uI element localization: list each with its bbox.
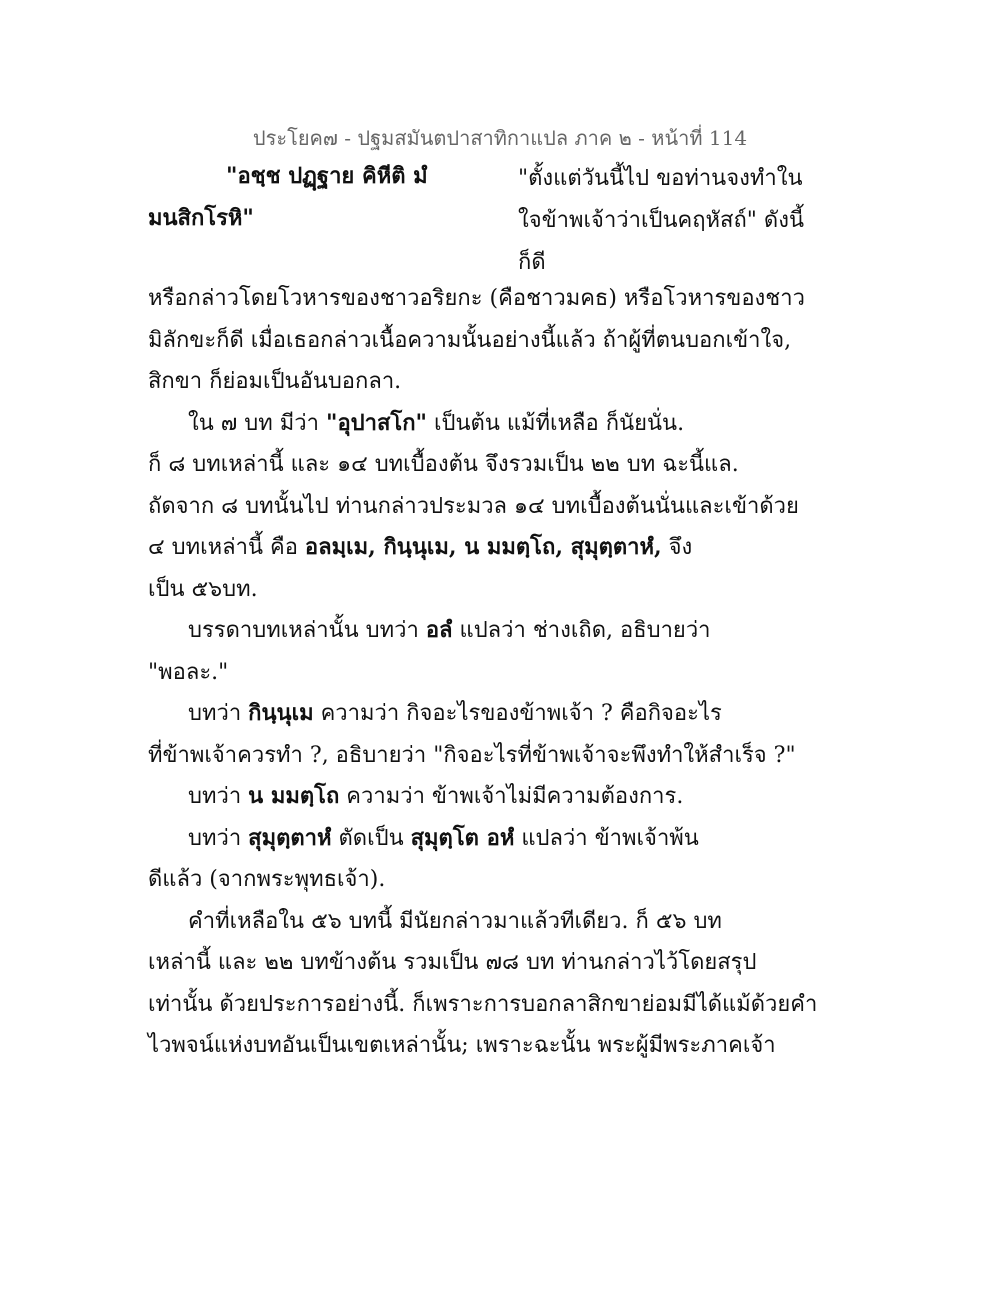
translation-line-2: ใจข้าพเจ้าว่าเป็นคฤหัสถ์" ดังนี้ — [518, 208, 804, 233]
body-line: เป็น ๕๖บท. — [148, 576, 258, 602]
body-line — [148, 527, 768, 569]
pali-quote-line-1: "อชฺช ปฏฺฐาย คิหีติ มํ — [226, 163, 428, 189]
body-line: ก็ ๘ บทเหล่านี้ และ ๑๔ บทเบื้องต้น จึงรวมเป็น ๒๒ บท ฉะนี้แล. — [148, 452, 739, 477]
body-line — [148, 693, 768, 735]
body-line: ดีแล้ว (จากพระพุทธเจ้า). — [148, 867, 386, 892]
text-span: บรรดาบทเหล่านั้น บทว่า — [188, 618, 426, 643]
text-span: บทว่า — [188, 701, 249, 726]
text-span: เป็นต้น แม้ที่เหลือ ก็นัยนั่น. — [427, 410, 685, 436]
body-line: หรือกล่าวโดยโวหารของชาวอริยกะ (คือชาวมคธ) หรือโวหารของชาว — [148, 286, 805, 311]
body-line — [148, 818, 768, 860]
quote-translation — [518, 158, 804, 284]
pali-term: สุมุตฺโต อหํ — [410, 824, 515, 851]
translation-line-3: ก็ดี — [518, 250, 546, 275]
body-line: "พอละ." — [148, 659, 229, 685]
body-line: ที่ข้าพเจ้าควรทำ ?, อธิบายว่า "กิจอะไรที่ข้าพเจ้าจะพึงทำให้สำเร็จ ?" — [148, 742, 796, 768]
body-line: เท่านั้น ด้วยประการอย่างนี้. ก็เพราะการบอกลาสิกขาย่อมมีได้แม้ด้วยคำ — [148, 991, 818, 1017]
body-line — [148, 610, 768, 652]
text-span: ๔ บทเหล่านี้ คือ — [148, 535, 305, 560]
pali-term: กินฺนุเม — [248, 700, 314, 726]
text-span: ความว่า กิจอะไรของข้าพเจ้า ? คือกิจอะไร — [313, 701, 722, 726]
text-span: จึง — [661, 535, 693, 560]
body-line: สิกขา ก็ย่อมเป็นอันบอกลา. — [148, 369, 402, 394]
body-line: ไวพจน์แห่งบทอันเป็นเขตเหล่านั้น; เพราะฉะนั้น พระผู้มีพระภาคเจ้า — [148, 1033, 776, 1058]
text-span: ใน ๗ บท มีว่า — [188, 410, 326, 436]
pali-term: อลํ — [425, 617, 453, 643]
body-line: ถัดจาก ๘ บทนั้นไป ท่านกล่าวประมวล ๑๔ บทเบื้องต้นนั่นและเข้าด้วย — [148, 493, 799, 519]
pali-term: อลมฺเม, กินฺนุเม, น มมตฺโถ, สุมุตฺตาหํ, — [304, 534, 662, 560]
text-span: บทว่า — [188, 825, 249, 851]
text-span: แปลว่า ข้าพเจ้าพ้น — [514, 825, 699, 851]
text-span: บทว่า — [188, 784, 249, 809]
body-line — [148, 403, 768, 445]
pali-term: น มมตฺโถ — [248, 783, 340, 809]
body-line: เหล่านี้ และ ๒๒ บทข้างต้น รวมเป็น ๗๘ บท ท่านกล่าวไว้โดยสรุป — [148, 950, 757, 975]
text-span: แปลว่า ช่างเถิด, อธิบายว่า — [452, 618, 711, 643]
body-text — [148, 278, 818, 1067]
body-line — [148, 776, 768, 818]
text-span: ตัดเป็น — [331, 825, 411, 851]
page-header: ประโยค๗ - ปฐมสมันตปาสาทิกาแปล ภาค ๒ - หน้าที่ 114 — [252, 126, 748, 150]
body-line: คำที่เหลือใน ๕๖ บทนี้ มีนัยกล่าวมาแล้วทีเดียว. ก็ ๕๖ บท — [188, 908, 722, 934]
pali-quote-line-2: มนสิกโรหิ" — [148, 205, 254, 231]
body-line: มิลักขะก็ดี เมื่อเธอกล่าวเนื้อความนั้นอย่างนี้แล้ว ถ้าผู้ที่ตนบอกเข้าใจ, — [148, 327, 792, 353]
translation-line-1: "ตั้งแต่วันนี้ไป ขอท่านจงทำใน — [518, 166, 803, 191]
text-span: ความว่า ข้าพเจ้าไม่มีความต้องการ. — [339, 784, 684, 809]
pali-term: "อุปาสโก" — [325, 409, 428, 436]
pali-term: สุมุตฺตาหํ — [248, 824, 332, 851]
